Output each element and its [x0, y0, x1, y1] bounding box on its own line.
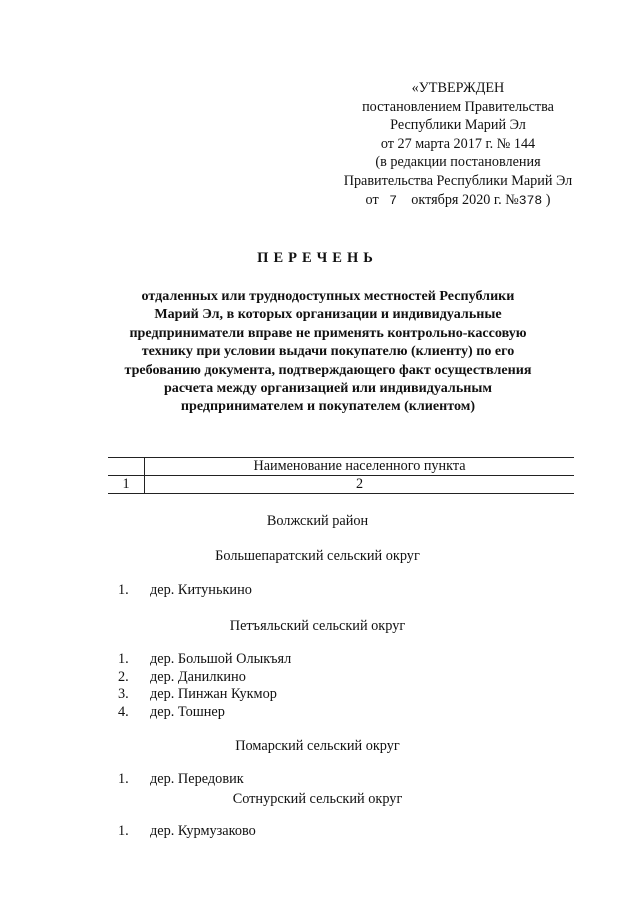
- subtitle-line: отдаленных или труднодоступных местностей Республики: [141, 288, 515, 304]
- list-item-name: дер. Передовик: [150, 771, 244, 787]
- subtitle-line: требованию документа, подтверждающего факт осуществления: [124, 361, 532, 378]
- table-header-cell: Наименование населенного пункта: [145, 458, 575, 476]
- list-item-number: 3.: [118, 686, 129, 703]
- settlement-list: [118, 651, 291, 721]
- table-number-cell: 1: [108, 476, 145, 494]
- table-number-row: [108, 476, 574, 494]
- date-day: 7: [389, 192, 398, 208]
- okrug-heading: Большепаратский сельский округ: [215, 548, 420, 564]
- subtitle-line: предприниматели вправе не применять контрольно-кассовую: [129, 324, 527, 341]
- subtitle-line: технику при условии выдачи покупателю (клиенту) по его: [141, 343, 515, 360]
- date-prefix: от: [365, 191, 379, 208]
- header-table: [108, 457, 574, 494]
- list-item-number: 1.: [118, 582, 129, 598]
- approval-line: Правительства Республики Марий Эл: [343, 172, 573, 189]
- list-item: [118, 669, 291, 687]
- subtitle-line: расчета между организацией или индивидуальным: [163, 380, 493, 397]
- approval-date-line: [318, 191, 598, 211]
- list-item-name: дер. Большой Олыкъял: [150, 651, 292, 667]
- document-subtitle: [118, 287, 538, 416]
- decree-number: 378: [518, 192, 543, 208]
- table-header-cell-empty: [108, 458, 145, 476]
- list-item: [118, 823, 256, 841]
- okrug-heading: Петъяльский сельский округ: [229, 618, 406, 634]
- settlement-list: [118, 771, 244, 789]
- list-item: [118, 686, 291, 704]
- settlement-list: [118, 582, 252, 600]
- subtitle-line: Марий Эл, в которых организации и индивидуальные: [154, 306, 502, 323]
- list-item: [118, 704, 291, 722]
- okrug-heading: Сотнурский сельский округ: [232, 791, 403, 807]
- settlement-list: [118, 823, 256, 841]
- list-item: [118, 651, 291, 669]
- approval-line: постановлением Правительства: [362, 98, 554, 115]
- list-item: [118, 771, 244, 789]
- approval-block: [318, 79, 598, 210]
- table-header-row: [108, 458, 574, 476]
- list-item-name: дер. Китунькино: [150, 582, 252, 598]
- okrug-heading: Помарский сельский округ: [235, 738, 400, 754]
- list-item-name: дер. Данилкино: [150, 668, 246, 685]
- approval-line: от 27 марта 2017 г. № 144: [380, 135, 536, 152]
- list-item-name: дер. Курмузаково: [150, 823, 256, 839]
- approval-line: «УТВЕРЖДЕН: [411, 80, 505, 96]
- date-suffix: ): [545, 191, 551, 208]
- subtitle-line: предпринимателем и покупателем (клиентом): [180, 398, 476, 415]
- list-item-number: 2.: [118, 668, 129, 685]
- approval-line: Республики Марий Эл: [390, 117, 526, 134]
- district-heading: Волжский район: [266, 513, 369, 529]
- list-item: [118, 582, 252, 600]
- list-item-name: дер. Пинжан Кукмор: [150, 686, 277, 703]
- table-number-cell: 2: [145, 476, 575, 494]
- date-month-year: октября 2020 г. №: [411, 191, 519, 208]
- list-item-number: 1.: [118, 823, 129, 839]
- list-item-number: 4.: [118, 703, 129, 720]
- document-title: ПЕРЕЧЕНЬ: [257, 250, 378, 266]
- approval-line: (в редакции постановления: [375, 154, 541, 171]
- list-item-number: 1.: [118, 771, 129, 787]
- list-item-name: дер. Тошнер: [150, 703, 225, 720]
- list-item-number: 1.: [118, 651, 129, 667]
